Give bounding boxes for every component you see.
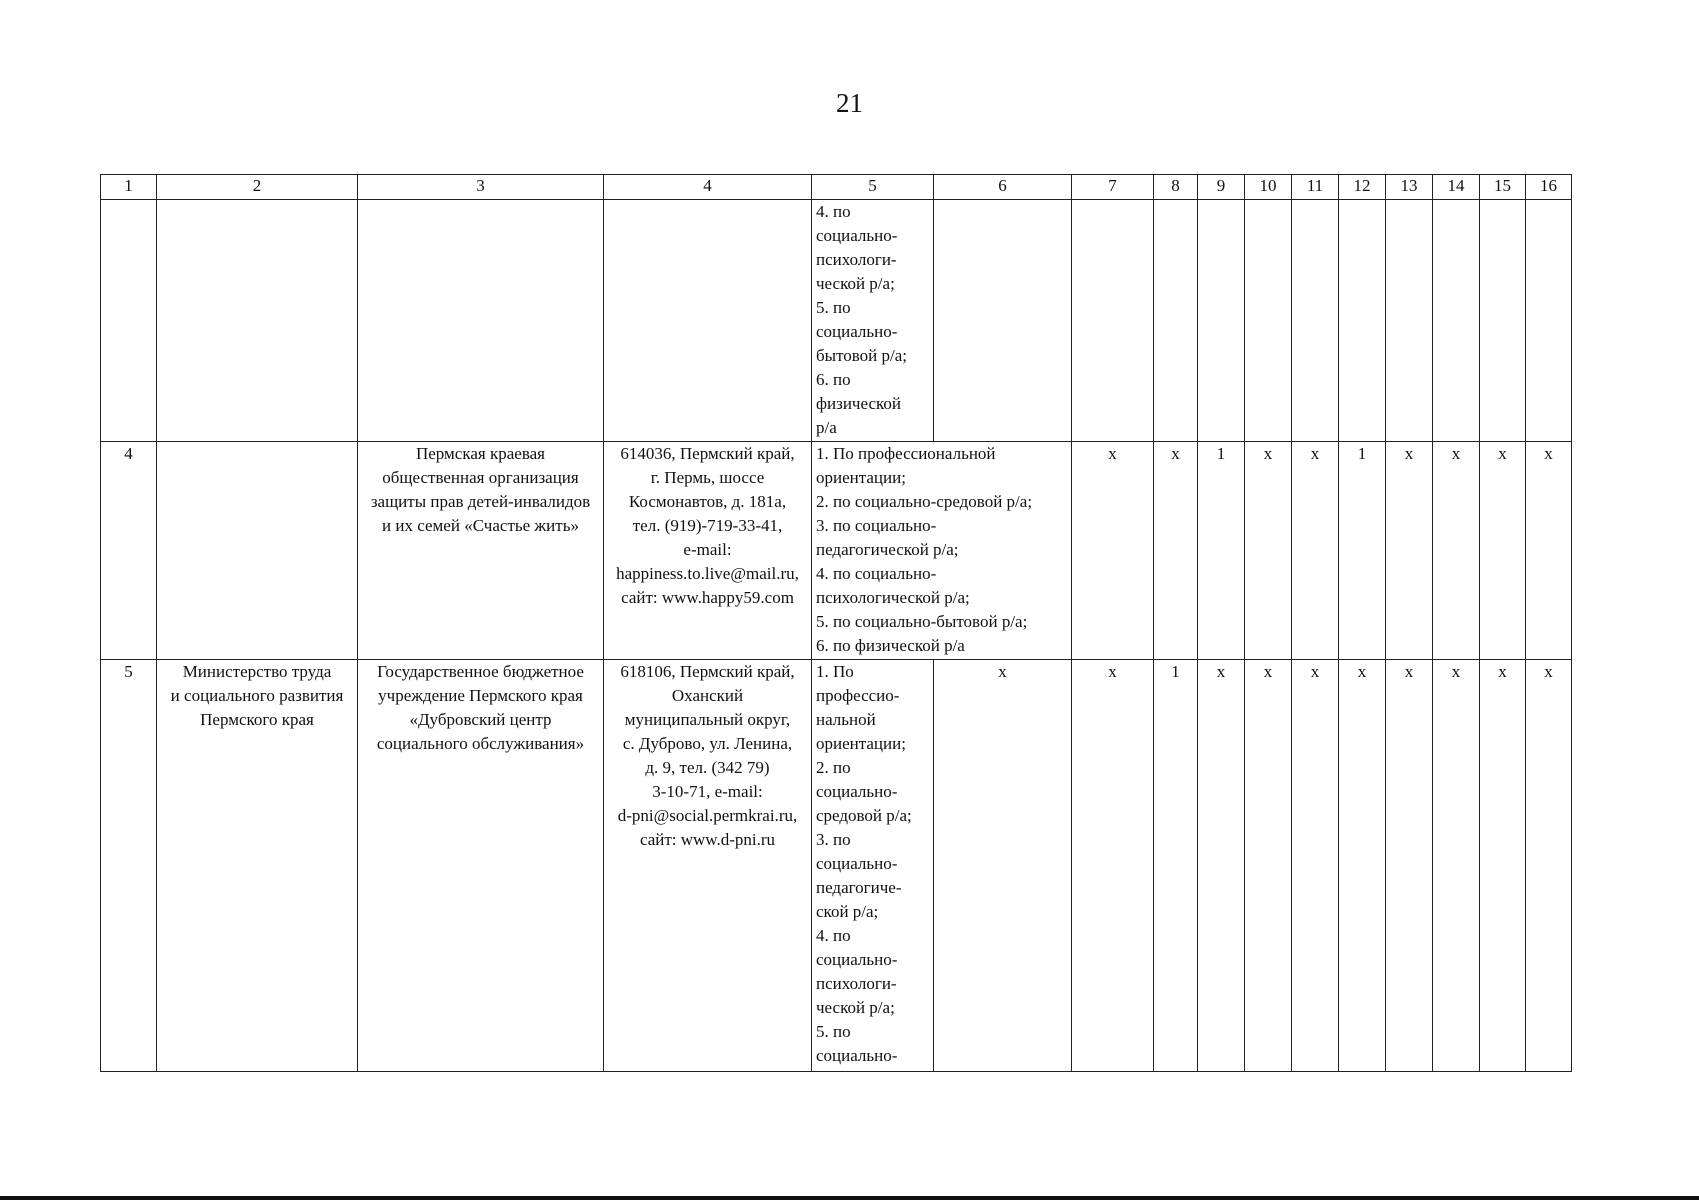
header-col-8: 8 — [1154, 175, 1198, 200]
cell — [1292, 200, 1339, 442]
cell — [101, 200, 157, 442]
cell-col-11: х — [1292, 442, 1339, 660]
table-row-5 — [101, 660, 1572, 1072]
address-cell: 618106, Пермский край, Оханский муниципальный округ, с. Дуброво, ул. Ленина, д. 9, тел. (342 79) 3-10-71, e-mail: d-pni@social.permkrai.ru, сайт: www.d-pni.ru — [604, 660, 812, 1072]
header-row — [101, 175, 1572, 200]
table-row-4 — [101, 442, 1572, 660]
address-cell: 614036, Пермский край, г. Пермь, шоссе Космонавтов, д. 181а, тел. (919)-719-33-41, e-mail: happiness.to.live@mail.ru, сайт: www.happy59.com — [604, 442, 812, 660]
cell — [1072, 200, 1154, 442]
cell-col-12: х — [1339, 660, 1386, 1072]
cell-col-14: х — [1433, 442, 1480, 660]
header-col-7: 7 — [1072, 175, 1154, 200]
header-col-2: 2 — [157, 175, 358, 200]
scan-bottom-edge — [0, 1196, 1699, 1200]
cell — [1245, 200, 1292, 442]
header-col-1: 1 — [101, 175, 157, 200]
cell-col-14: х — [1433, 660, 1480, 1072]
header-col-5: 5 — [812, 175, 934, 200]
cell-col-13: х — [1386, 442, 1433, 660]
cell-col-15: х — [1480, 442, 1526, 660]
cell — [1386, 200, 1433, 442]
cell-col-9: 1 — [1198, 442, 1245, 660]
services-cell: 4. по социально- психологи- ческой р/а; 5. по социально- бытовой р/а; 6. по физической р/а — [812, 200, 934, 442]
cell — [358, 200, 604, 442]
cell-col-16: х — [1526, 660, 1572, 1072]
cell — [157, 200, 358, 442]
organization-cell: Государственное бюджетное учреждение Пермского края «Дубровский центр социального обслуживания» — [358, 660, 604, 1072]
ministry-cell — [157, 442, 358, 660]
header-col-13: 13 — [1386, 175, 1433, 200]
cell-col-13: х — [1386, 660, 1433, 1072]
header-col-11: 11 — [1292, 175, 1339, 200]
header-col-3: 3 — [358, 175, 604, 200]
cell-col-16: х — [1526, 442, 1572, 660]
cell-col-8: х — [1154, 442, 1198, 660]
header-col-14: 14 — [1433, 175, 1480, 200]
cell — [1339, 200, 1386, 442]
row-number: 4 — [101, 442, 157, 660]
header-col-12: 12 — [1339, 175, 1386, 200]
cell-col-10: х — [1245, 660, 1292, 1072]
cell — [934, 200, 1072, 442]
cell — [1526, 200, 1572, 442]
cell-col-6: х — [934, 660, 1072, 1072]
header-col-6: 6 — [934, 175, 1072, 200]
cell — [1433, 200, 1480, 442]
header-col-16: 16 — [1526, 175, 1572, 200]
cell — [1198, 200, 1245, 442]
data-table — [100, 174, 1572, 1072]
cell — [1154, 200, 1198, 442]
cell-col-9: х — [1198, 660, 1245, 1072]
header-col-4: 4 — [604, 175, 812, 200]
services-cell: 1. По профессиональной ориентации; 2. по социально-средовой р/а; 3. по социально- педагогической р/а; 4. по социально- психологической р/а; 5. по социально-бытовой р/а; 6. по физической р/а — [812, 442, 1072, 660]
page-number: 21 — [836, 88, 863, 118]
row-number: 5 — [101, 660, 157, 1072]
cell-col-11: х — [1292, 660, 1339, 1072]
cell-col-10: х — [1245, 442, 1292, 660]
cell-col-12: 1 — [1339, 442, 1386, 660]
ministry-cell: Министерство труда и социального развития Пермского края — [157, 660, 358, 1072]
cell-col-7: х — [1072, 442, 1154, 660]
table-row-continuation — [101, 200, 1572, 442]
organization-cell: Пермская краевая общественная организация защиты прав детей-инвалидов и их семей «Счастье жить» — [358, 442, 604, 660]
header-col-10: 10 — [1245, 175, 1292, 200]
header-col-9: 9 — [1198, 175, 1245, 200]
services-cell: 1. По профессио- нальной ориентации; 2. по социально- средовой р/а; 3. по социально- педагогиче- ской р/а; 4. по социально- психологи- ческой р/а; 5. по социально- — [812, 660, 934, 1072]
cell-col-7: х — [1072, 660, 1154, 1072]
cell-col-8: 1 — [1154, 660, 1198, 1072]
cell-col-15: х — [1480, 660, 1526, 1072]
cell — [604, 200, 812, 442]
cell — [1480, 200, 1526, 442]
header-col-15: 15 — [1480, 175, 1526, 200]
